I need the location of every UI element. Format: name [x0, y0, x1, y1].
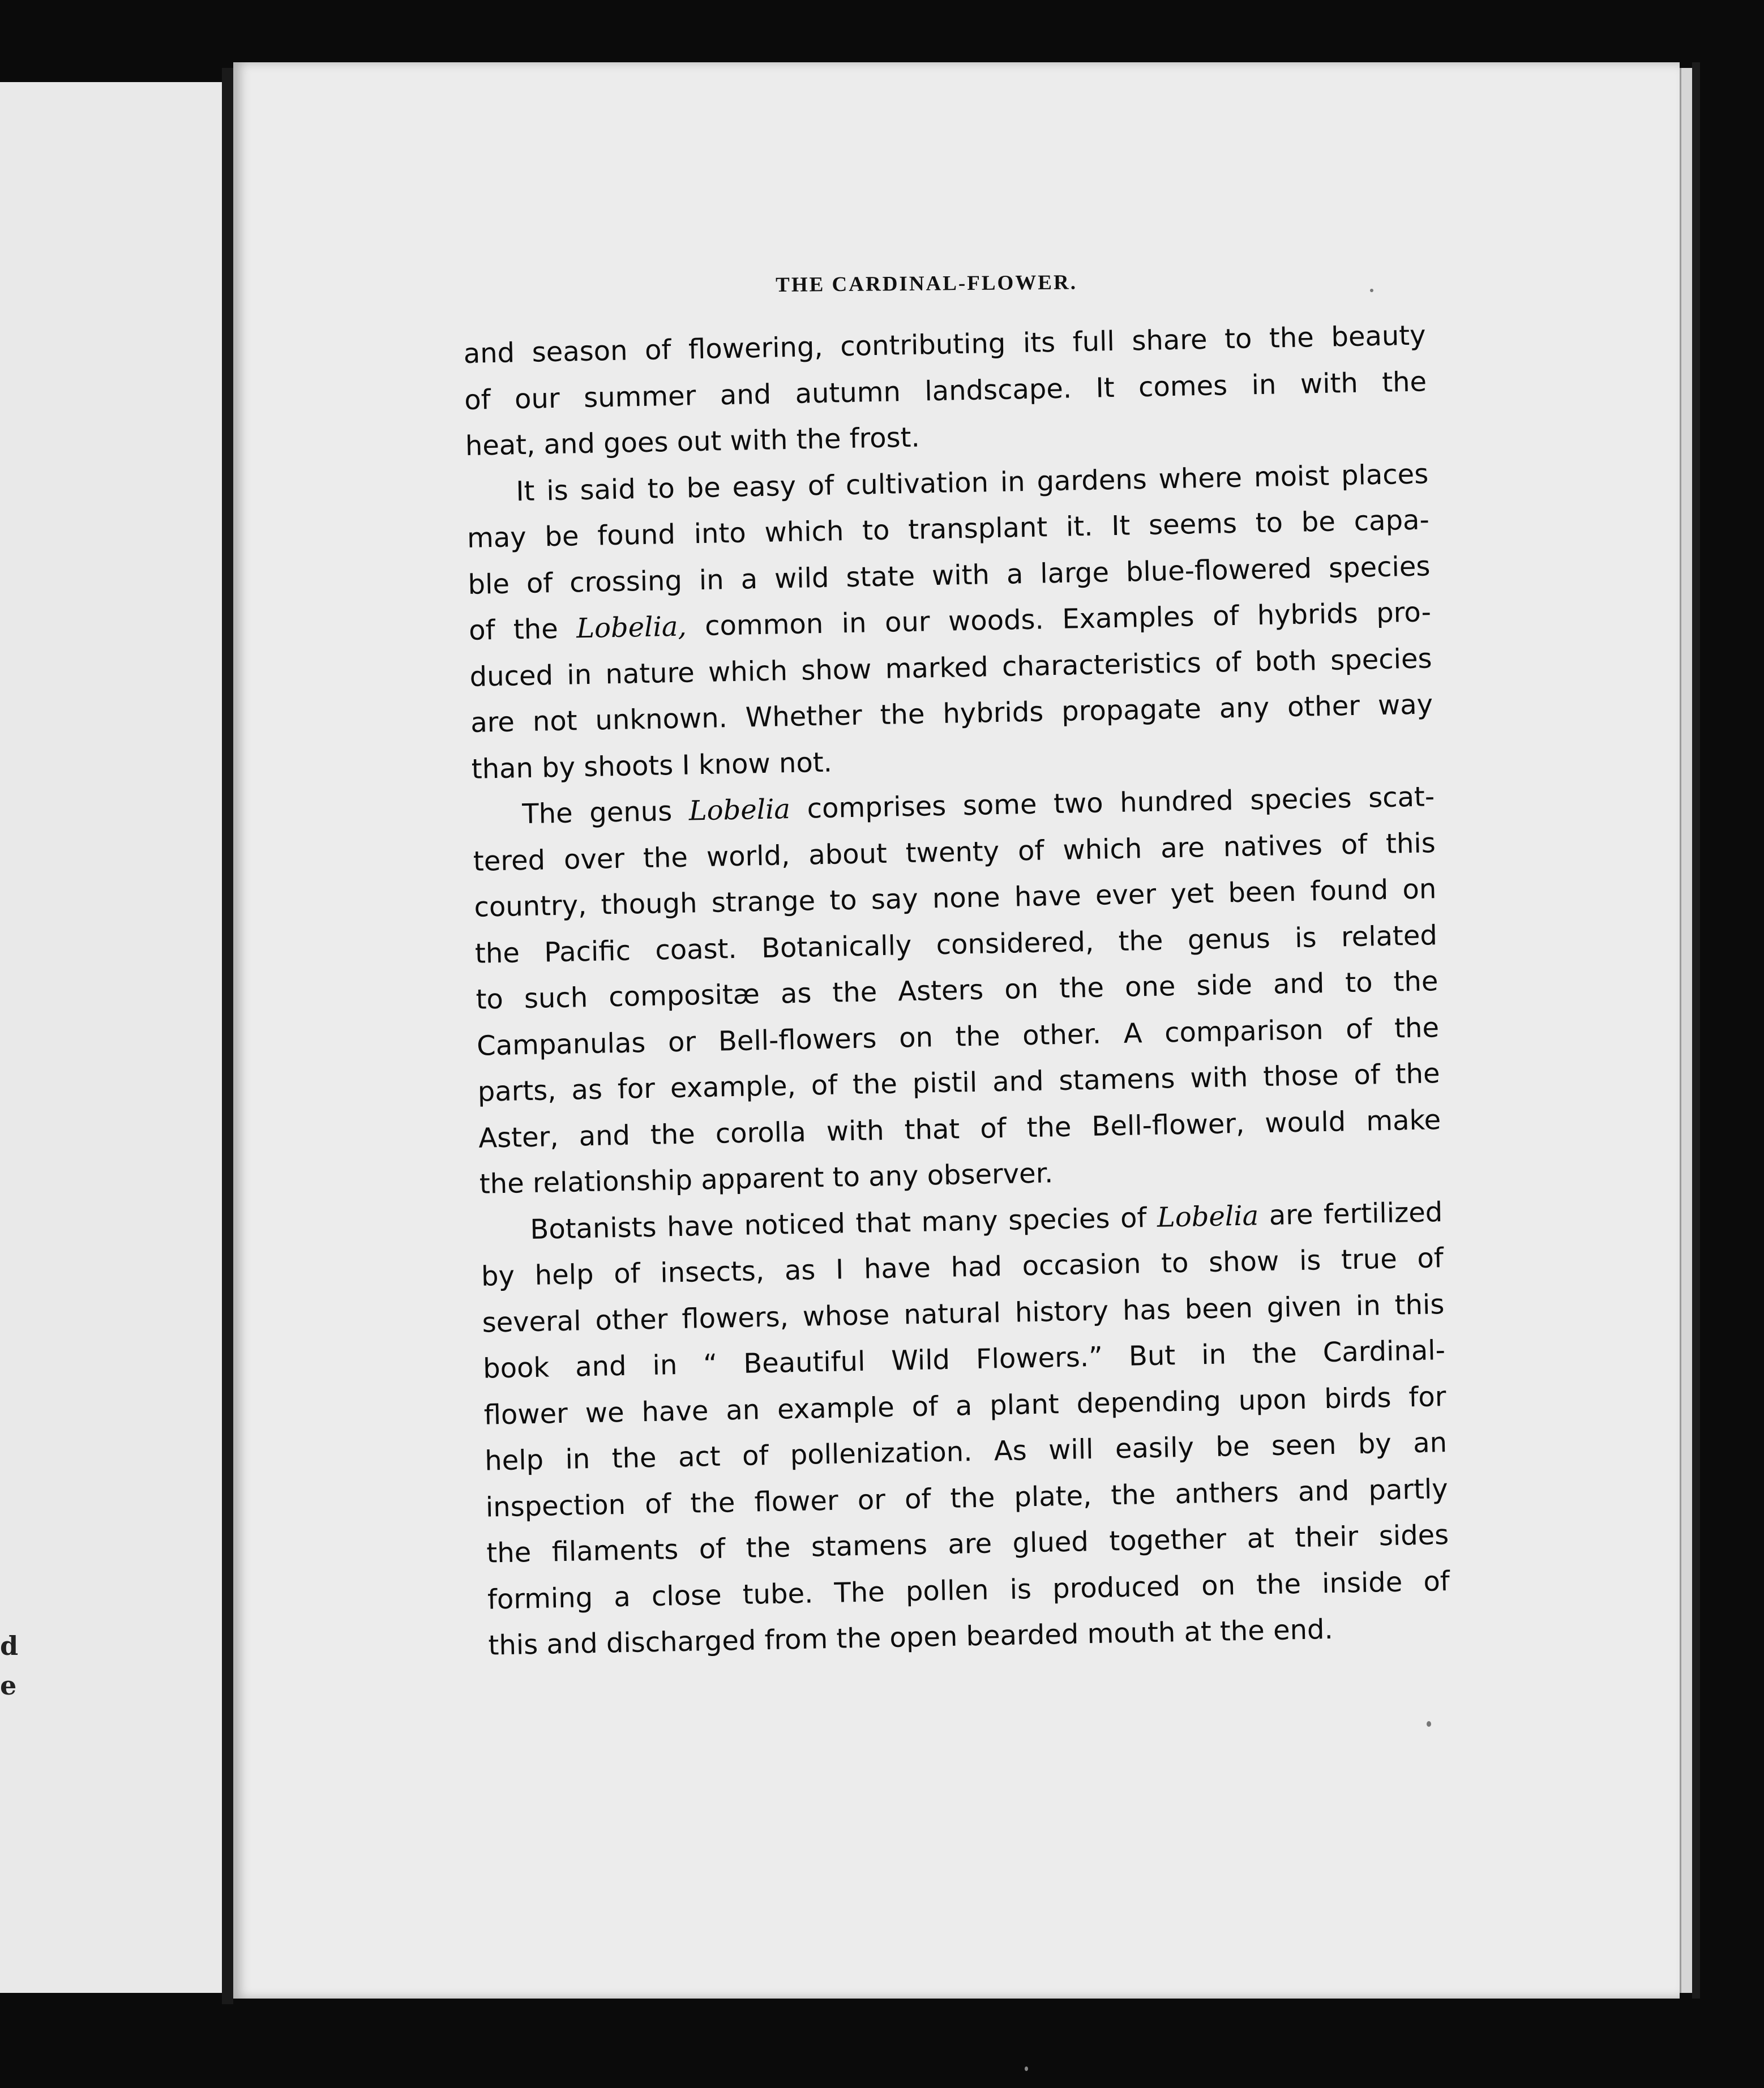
text-line: Campanulas or Bell-flowers on the other. A comparison of the [476, 1011, 1440, 1062]
text-line: help in the act of pollenization. As will easily be seen by an [484, 1427, 1448, 1477]
text-line: parts, as for example, of the pistil and stamens with those of the [477, 1058, 1441, 1108]
text-line: country, though strange to say none have ever yet been found on [474, 873, 1437, 923]
text-line: book and in “ Beautiful Wild Flowers.” But in the Cardinal- [482, 1334, 1446, 1385]
text-line: It is said to be easy of cultivation in gardens where moist places [515, 457, 1429, 507]
text-line: than by shoots I know not. [471, 746, 833, 785]
text-line: this and discharged from the open bearded mouth at the end. [488, 1613, 1334, 1662]
text-line: of our summer and autumn landscape. It comes in with the [464, 365, 1427, 416]
running-head: THE CARDINAL-FLOWER. [776, 271, 1078, 297]
text-line: forming a close tube. The pollen is produced on the inside of [487, 1565, 1450, 1616]
scan-speck [1025, 2066, 1028, 2071]
text-line: by help of insects, as I have had occasion to show is true of [481, 1242, 1444, 1293]
text-line: and season of flowering, contributing its full share to the beauty [463, 319, 1426, 370]
left-facing-page [0, 82, 228, 1993]
scan-speck [1427, 1721, 1431, 1727]
text-line: several other flowers, whose natural history has been given in this [482, 1288, 1445, 1339]
italic-genus: Lobelia [688, 793, 791, 827]
text-line: Aster, and the corolla with that of the Bell-flower, would make [478, 1103, 1441, 1154]
scan-speck [1370, 289, 1373, 292]
text-line: to such compositæ as the Asters on the one side and to the [476, 965, 1438, 1016]
italic-genus: Lobelia, [576, 610, 687, 645]
text-line: the relationship apparent to any observer. [479, 1157, 1054, 1200]
left-page-fragment: d [0, 1631, 19, 1661]
text-line: ble of crossing in a wild state with a large blue-flowered species [468, 550, 1431, 601]
body-text [463, 313, 1451, 1669]
left-page-fragment: e [0, 1670, 17, 1701]
text-line: Botanists have noticed that many species of Lobelia are fertilized [529, 1196, 1443, 1246]
text-line: flower we have an example of a plant depending upon birds for [483, 1380, 1446, 1431]
text-line: tered over the world, about twenty of which are natives of this [473, 827, 1436, 878]
text-line: the filaments of the stamens are glued together at their sides [486, 1518, 1449, 1569]
text-line: The genus Lobelia comprises some two hundred species scat- [521, 781, 1435, 831]
text-line: of the Lobelia, common in our woods. Examples of hybrids pro- [468, 596, 1432, 647]
text-line: duced in nature which show marked characteristics of both species [469, 642, 1432, 693]
text-line: heat, and goes out with the frost. [465, 421, 920, 462]
page-edge-shadow [1692, 62, 1700, 1999]
book-gutter [222, 68, 233, 2004]
text-line: inspection of the flower or of the plate, the anthers and partly [485, 1473, 1449, 1524]
text-line: are not unknown. Whether the hybrids propagate any other way [470, 688, 1433, 739]
text-line: may be found into which to transplant it. It seems to be capa- [466, 504, 1430, 554]
text-line: the Pacific coast. Botanically considered, the genus is related [474, 919, 1438, 970]
italic-genus: Lobelia [1157, 1199, 1259, 1234]
